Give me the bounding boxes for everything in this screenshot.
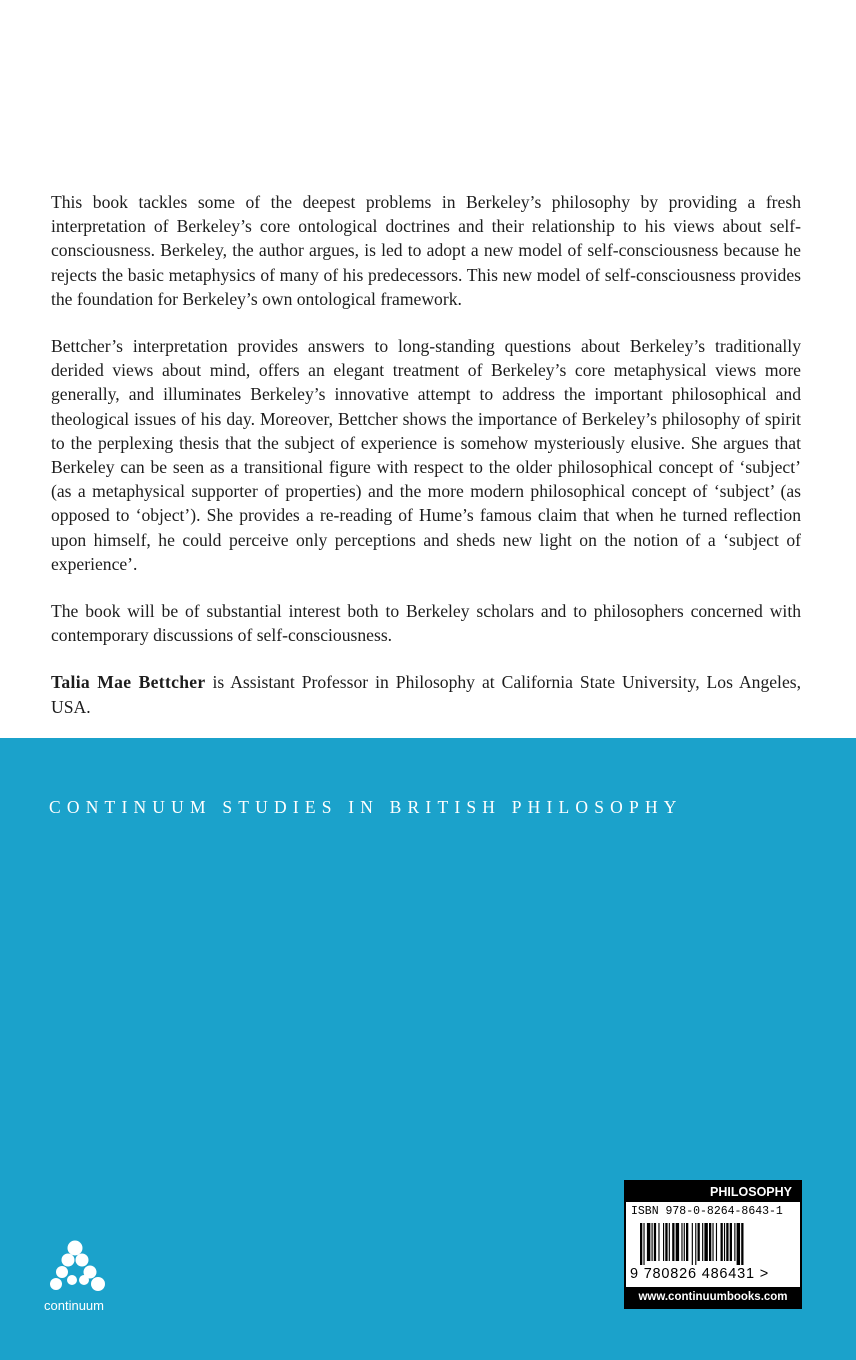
barcode-bar <box>654 1223 656 1261</box>
barcode-bar <box>726 1223 728 1261</box>
barcode-bar <box>663 1223 664 1261</box>
barcode-bar <box>676 1223 679 1261</box>
barcode-bar <box>741 1223 743 1265</box>
barcode-bar <box>669 1223 670 1261</box>
isbn-barcode-block <box>624 1180 802 1309</box>
barcode-bar <box>647 1223 650 1261</box>
barcode-bar <box>686 1223 688 1261</box>
barcode-bar <box>704 1223 707 1261</box>
publisher-website: www.continuumbooks.com <box>626 1287 800 1307</box>
description-paragraph-1: This book tackles some of the deepest problems in Berkeley’s philosophy by providing a fresh interpretation of Berkeley’s core ontological doctrines and their relationship to his views about self-consciousness. Berkeley, the author argues, is led to adopt a new model of self-consciousness because he rejects the basic metaphysics of many of his predecessors. This new model of self-consciousness provides the foundation for Berkeley’s own ontological framework. <box>51 192 801 309</box>
barcode-bar <box>652 1223 653 1261</box>
barcode-bar <box>640 1223 642 1265</box>
barcode-bar <box>730 1223 732 1261</box>
description-paragraph-3: The book will be of substantial interest both to Berkeley scholars and to philosophers concerned with contemporary discussions of self-consciousness. <box>51 601 801 646</box>
barcode-bar <box>672 1223 674 1261</box>
barcode-bar <box>658 1223 659 1261</box>
barcode-bar <box>721 1223 723 1261</box>
barcode-bar <box>665 1223 667 1261</box>
author-bio-text: is Assistant Professor in Philosophy at California State University, Los Angeles, USA. <box>51 672 801 717</box>
barcode-bar <box>734 1223 735 1261</box>
barcode-bar <box>724 1223 725 1261</box>
barcode-bar <box>684 1223 685 1261</box>
subject-category: PHILOSOPHY <box>626 1182 800 1202</box>
barcode-bar <box>698 1223 700 1261</box>
author-name: Talia Mae Bettcher <box>51 672 206 693</box>
isbn-number: ISBN 978-0-8264-8643-1 <box>631 1205 783 1218</box>
barcode <box>640 1223 786 1265</box>
barcode-bar <box>692 1223 693 1265</box>
barcode-bar <box>695 1223 696 1265</box>
barcode-bar <box>712 1223 713 1261</box>
barcode-digits: 9 780826 486431 > <box>630 1266 769 1282</box>
barcode-bar <box>709 1223 711 1261</box>
barcode-bar <box>716 1223 717 1261</box>
publisher-name: continuum <box>44 1298 104 1313</box>
description-paragraph-2: Bettcher’s interpretation provides answers to long-standing questions about Berkeley’s traditionally derided views about mind, offers an elegant treatment of Berkeley’s core metaphysical views more generally, and illuminates Berkeley’s innovative attempt to address the important philosophical and theological issues of his day. Moreover, Bettcher shows the importance of Berkeley’s philosophy of spirit to the perplexing thesis that the subject of experience is somehow mysteriously elusive. She argues that Berkeley can be seen as a transitional figure with respect to the older philosophical concept of ‘subject’ (as a metaphysical supporter of properties) and the more modern philosophical concept of ‘subject’ (as opposed to ‘object’). She provides a re-reading of Hume’s famous claim that when he turned reflection upon himself, he could perceive only perceptions and sheds new light on the notion of a ‘subject of experience’. <box>51 336 801 574</box>
barcode-bar <box>737 1223 740 1265</box>
barcode-bar <box>702 1223 703 1261</box>
barcode-bar <box>681 1223 682 1261</box>
series-title: CONTINUUM STUDIES IN BRITISH PHILOSOPHY <box>49 797 683 817</box>
author-bio <box>51 670 801 718</box>
barcode-bar <box>643 1223 644 1265</box>
book-description <box>51 190 801 742</box>
